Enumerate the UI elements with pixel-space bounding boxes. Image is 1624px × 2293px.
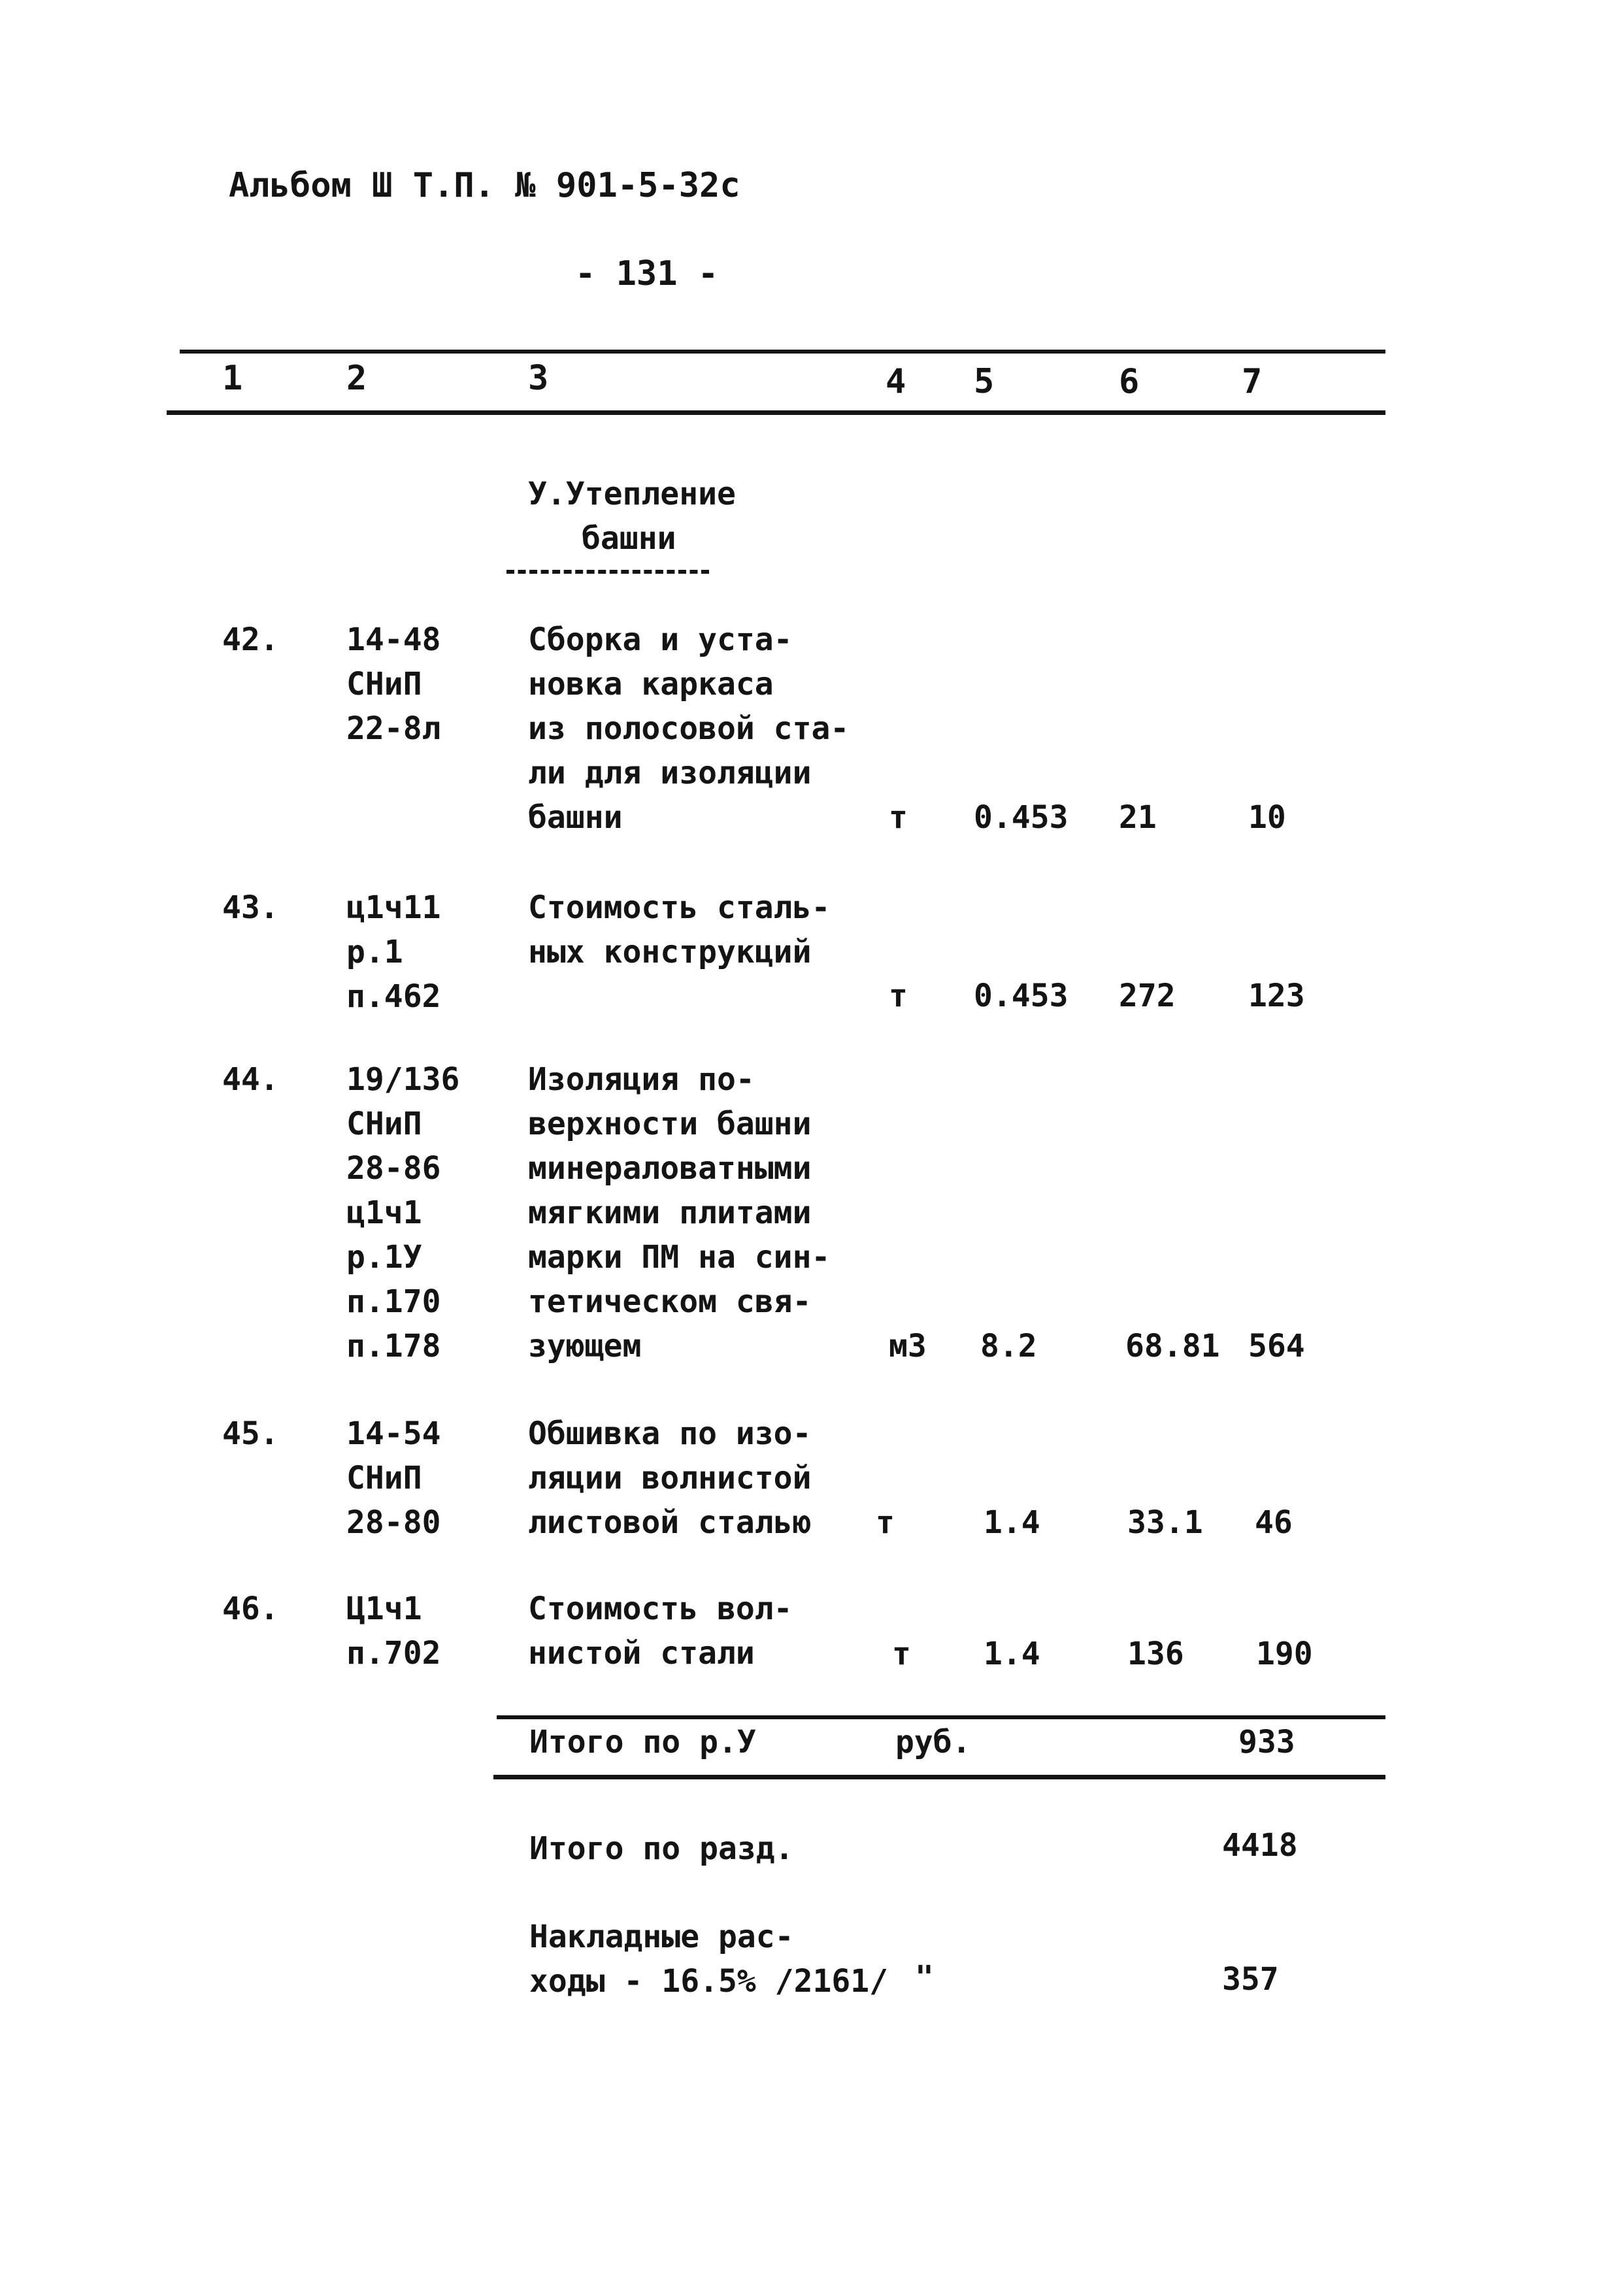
section-underline [506,570,709,574]
code-line: р.1 [346,934,403,970]
description-line: листовой сталью [528,1504,812,1541]
code-line: СНиП [346,1106,422,1142]
row-code [346,1587,441,1675]
description-line: тетическом свя- [528,1283,812,1320]
section-total-unit: руб. [895,1724,971,1760]
row-unit: т [889,978,908,1014]
header-bottom-rule [167,410,1385,415]
row-code [346,1411,441,1545]
code-line: Ц1ч1 [346,1591,422,1627]
code-line: ц1ч11 [346,889,441,926]
code-line: СНиП [346,1460,422,1496]
code-line: ц1ч1 [346,1195,422,1231]
section-total-value: 933 [1238,1724,1295,1760]
code-line: СНиП [346,666,422,702]
code-line: 28-80 [346,1504,441,1541]
overhead-value: 357 [1222,1961,1279,1998]
row-number: 44. [222,1061,279,1098]
part-total-value: 4418 [1222,1827,1298,1864]
description-line: ли для изоляции [528,755,812,791]
code-line: 28-86 [346,1150,441,1187]
row-total: 190 [1256,1636,1313,1672]
row-description [528,1411,811,1545]
col-header-5: 5 [974,362,995,401]
description-line: ных конструкций [528,934,812,970]
album-reference: Альбом Ш Т.П. № 901-5-32с [229,166,740,205]
row-number: 43. [222,889,279,926]
description-line: марки ПМ на син- [528,1239,831,1276]
description-line: Изоляция по- [528,1061,755,1098]
description-line: новка каркаса [528,666,774,702]
row-unit: т [889,799,908,836]
row-unit-price: 272 [1119,978,1176,1014]
row-number: 45. [222,1415,279,1452]
row-quantity: 8.2 [980,1328,1037,1364]
overhead-label-line1: Накладные рас- [529,1919,794,1955]
description-line: ляции волнистой [528,1460,812,1496]
col-header-3: 3 [528,359,549,398]
description-line: Сборка и уста- [528,621,793,658]
row-code [346,1057,459,1368]
col-header-1: 1 [222,359,243,398]
row-code [346,618,441,751]
row-quantity: 0.453 [974,799,1069,836]
code-line: п.170 [346,1283,441,1320]
row-unit: т [876,1504,895,1541]
row-description [528,618,849,840]
section-total-label: Итого по р.У [529,1724,756,1760]
code-line: р.1У [346,1239,422,1276]
header-top-rule [180,350,1385,354]
row-quantity: 0.453 [974,978,1069,1014]
row-unit: т [892,1636,911,1672]
row-unit-price: 21 [1119,799,1157,836]
description-line: зующем [528,1328,642,1364]
description-line: из полосовой ста- [528,710,850,747]
row-description [528,1057,830,1368]
row-code [346,885,441,1019]
row-description [528,885,830,974]
row-number: 42. [222,621,279,658]
description-line: Обшивка по изо- [528,1415,812,1452]
col-header-2: 2 [346,359,367,398]
part-total-label: Итого по разд. [529,1830,794,1867]
row-unit: м3 [889,1328,927,1364]
description-line: минераловатными [528,1150,812,1187]
row-total: 564 [1248,1328,1305,1364]
code-line: 19/136 [346,1061,460,1098]
code-line: 14-48 [346,621,441,658]
col-header-4: 4 [886,362,906,401]
code-line: п.178 [346,1328,441,1364]
description-line: мягкими плитами [528,1195,812,1231]
row-number: 46. [222,1591,279,1627]
code-line: 14-54 [346,1415,441,1452]
total-bottom-rule [493,1775,1385,1779]
description-line: башни [528,799,623,836]
row-total: 10 [1248,799,1286,836]
overhead-label-line2: ходы - 16.5% /2161/ [529,1963,889,2000]
code-line: п.702 [346,1635,441,1672]
description-line: Стоимость сталь- [528,889,831,926]
row-quantity: 1.4 [984,1636,1040,1672]
col-header-7: 7 [1242,362,1263,401]
description-line: верхности башни [528,1106,812,1142]
description-line: Стоимость вол- [528,1591,793,1627]
row-total: 123 [1248,978,1305,1014]
row-total: 46 [1255,1504,1293,1541]
col-header-6: 6 [1119,362,1140,401]
section-subtitle: башни [582,520,676,557]
row-unit-price: 136 [1127,1636,1184,1672]
row-description [528,1587,793,1675]
overhead-ditto-mark: " [915,1959,934,1996]
code-line: 22-8л [346,710,441,747]
page-number: - 131 - [575,254,719,293]
row-unit-price: 33.1 [1127,1504,1203,1541]
row-unit-price: 68.81 [1125,1328,1220,1364]
section-title: У.Утепление [528,476,736,512]
code-line: п.462 [346,978,441,1015]
description-line: нистой стали [528,1635,755,1672]
total-top-rule [497,1715,1385,1719]
row-quantity: 1.4 [984,1504,1040,1541]
